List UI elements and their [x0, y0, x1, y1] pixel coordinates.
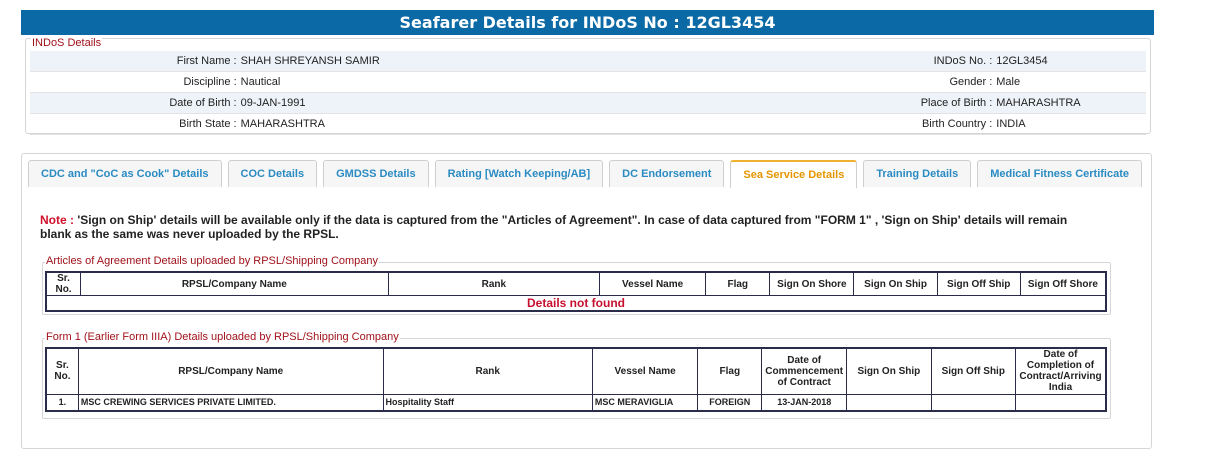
col-flag: Flag [706, 272, 770, 296]
note-label: Note : [40, 213, 74, 227]
indos-details-rows [30, 51, 1146, 135]
details-not-found-message: Details not found [46, 296, 1106, 312]
tab-sea-service[interactable]: Sea Service Details [730, 160, 857, 188]
form1-table [45, 347, 1107, 412]
indos-details-section [25, 38, 1151, 134]
cell-vessel-name: MSC MERAVIGLIA [592, 394, 698, 411]
birth-state-value: MAHARASHTRA [240, 118, 325, 130]
dob-label: Date of Birth : [169, 97, 237, 109]
place-of-birth-label: Place of Birth : [920, 97, 993, 109]
col-sign-on-ship: Sign On Ship [854, 272, 937, 296]
indos-row [30, 51, 1146, 72]
table-header-row [46, 272, 1106, 296]
tab-gmdss[interactable]: GMDSS Details [323, 160, 428, 187]
discipline-value: Nautical [240, 76, 281, 88]
table-header-row [46, 348, 1106, 394]
discipline-label: Discipline : [183, 76, 237, 88]
tab-dc-endorsement[interactable]: DC Endorsement [609, 160, 724, 187]
birth-country-label: Birth Country : [921, 118, 993, 130]
col-sr-no: Sr. No. [46, 348, 78, 394]
col-vessel-name: Vessel Name [592, 348, 698, 394]
gender-label: Gender : [949, 76, 993, 88]
tab-coc[interactable]: COC Details [228, 160, 318, 187]
indos-details-legend: INDoS Details [32, 37, 102, 49]
table-row [46, 296, 1106, 312]
first-name-value: SHAH SHREYANSH SAMIR [240, 55, 380, 67]
cell-sr-no: 1. [46, 394, 78, 411]
col-sign-off-shore: Sign Off Shore [1020, 272, 1106, 296]
tab-medical-fitness[interactable]: Medical Fitness Certificate [977, 160, 1142, 187]
col-sign-off-ship: Sign Off Ship [937, 272, 1020, 296]
col-sign-on-shore: Sign On Shore [770, 272, 854, 296]
col-sign-on-ship: Sign On Ship [847, 348, 931, 394]
birth-state-label: Birth State : [179, 118, 237, 130]
col-sign-off-ship: Sign Off Ship [931, 348, 1015, 394]
cell-sign-on-ship [847, 394, 931, 411]
tab-rating-watch-keeping[interactable]: Rating [Watch Keeping/AB] [435, 160, 604, 187]
cell-completion-date [1015, 394, 1106, 411]
sign-on-note [40, 213, 1100, 241]
articles-legend: Articles of Agreement Details uploaded by RPSL/Shipping Company [46, 255, 379, 267]
gender-value: Male [996, 76, 1021, 88]
first-name-label: First Name : [176, 55, 237, 67]
articles-table [45, 271, 1107, 312]
col-commencement-date: Date of Commencement of Contract [762, 348, 847, 394]
table-row [46, 394, 1106, 411]
tab-training[interactable]: Training Details [863, 160, 971, 187]
indos-no-value: 12GL3454 [996, 55, 1048, 67]
cell-sign-off-ship [931, 394, 1015, 411]
cell-rank: Hospitality Staff [383, 394, 592, 411]
details-tabs [28, 160, 1148, 188]
indos-no-label: INDoS No. : [933, 55, 993, 67]
col-flag: Flag [698, 348, 762, 394]
cell-company-name: MSC CREWING SERVICES PRIVATE LIMITED. [78, 394, 383, 411]
col-rank: Rank [388, 272, 599, 296]
indos-row [30, 72, 1146, 93]
cell-commencement-date: 13-JAN-2018 [762, 394, 847, 411]
page-title: Seafarer Details for INDoS No : 12GL3454 [21, 10, 1154, 35]
col-completion-date: Date of Completion of Contract/Arriving India [1015, 348, 1106, 394]
indos-row [30, 114, 1146, 135]
note-text: 'Sign on Ship' details will be available only if the data is captured from the "Articles of Agreement". In case of data captured from "FORM 1" , 'Sign on Ship' details will remain blank as the same was never uploaded by the RPSL. [40, 213, 1068, 241]
details-panel [21, 153, 1152, 449]
col-rank: Rank [383, 348, 592, 394]
col-sr-no: Sr. No. [46, 272, 81, 296]
col-vessel-name: Vessel Name [600, 272, 706, 296]
dob-value: 09-JAN-1991 [240, 97, 306, 109]
col-company-name: RPSL/Company Name [78, 348, 383, 394]
tab-cdc-coc-cook[interactable]: CDC and "CoC as Cook" Details [28, 160, 222, 187]
form1-legend: Form 1 (Earlier Form IIIA) Details uploaded by RPSL/Shipping Company [46, 331, 399, 343]
birth-country-value: INDIA [996, 118, 1026, 130]
cell-flag: FOREIGN [698, 394, 762, 411]
place-of-birth-value: MAHARASHTRA [996, 97, 1081, 109]
indos-row [30, 93, 1146, 114]
col-company-name: RPSL/Company Name [81, 272, 389, 296]
